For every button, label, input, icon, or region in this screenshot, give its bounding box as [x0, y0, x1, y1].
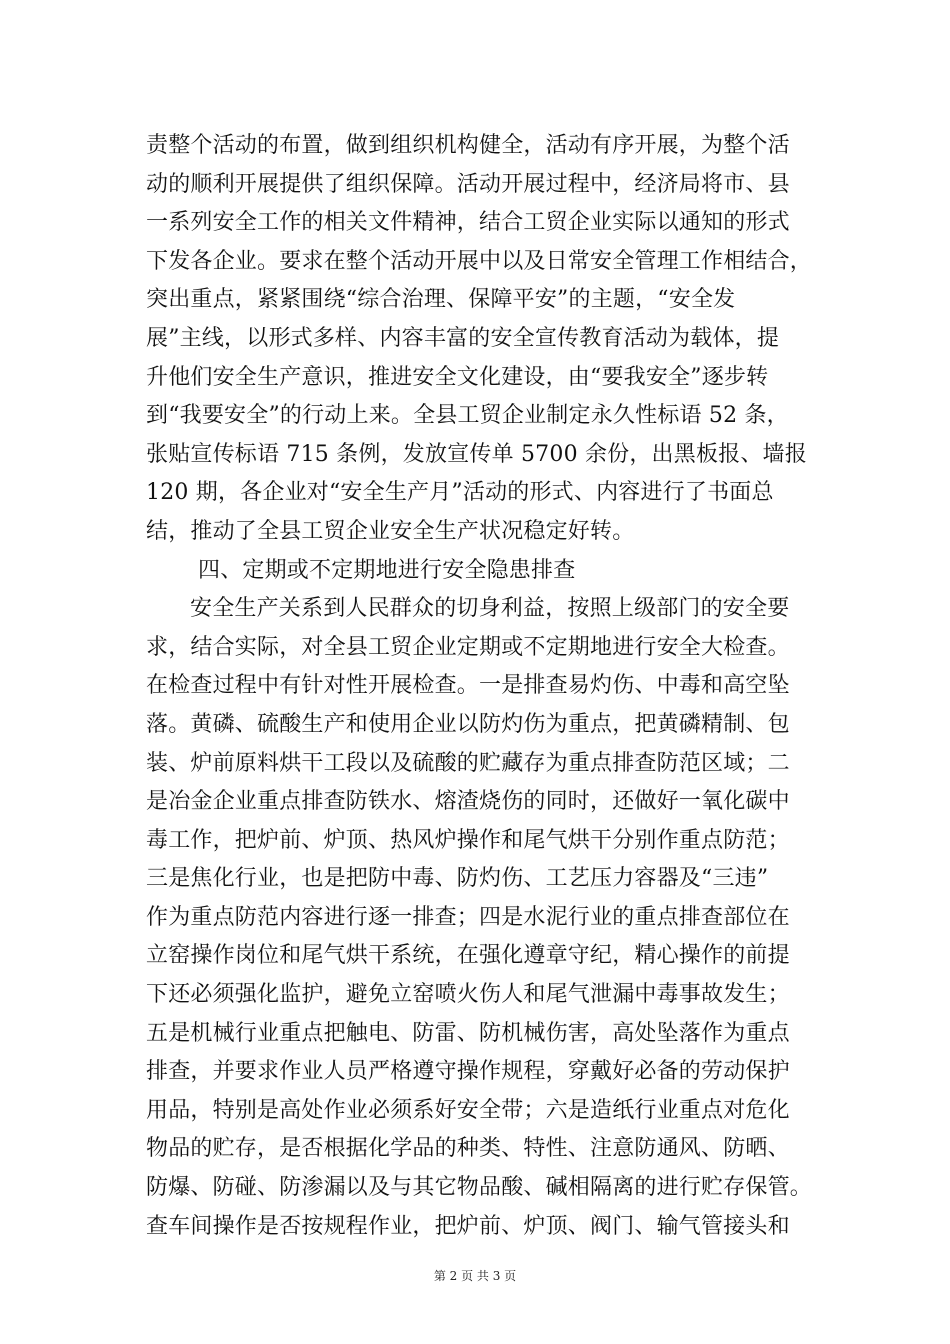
text-line: 突出重点，紧紧围绕“综合治理、保障平安”的主题，“安全发 [146, 287, 736, 313]
text-line: 责整个活动的布置，做到组织机构健全，活动有序开展，为整个活 [146, 133, 790, 158]
text-line: 装、炉前原料烘干工段以及硫酸的贮藏存为重点排查防范区域；二 [146, 750, 790, 776]
text-line: 求，结合实际，对全县工贸企业定期或不定期地进行安全大检查。 [146, 634, 790, 660]
text-line: 毒工作，把炉前、炉顶、热风炉操作和尾气烘干分别作重点防范； [146, 827, 790, 853]
text-line: 张贴宣传标语 715 条例，发放宣传单 5700 余份，出黑板报、墙报 [146, 441, 807, 467]
text-line: 下还必须强化监护，避免立窑喷火伤人和尾气泄漏中毒事故发生； [146, 982, 790, 1008]
text-line: 立窑操作岗位和尾气烘干系统，在强化遵章守纪，精心操作的前提 [146, 943, 790, 969]
text-line: 升他们安全生产意识，推进安全文化建设，由“要我安全”逐步转 [146, 364, 769, 390]
text-line: 查车间操作是否按规程作业，把炉前、炉顶、阀门、输气管接头和 [146, 1213, 790, 1239]
text-line: 是冶金企业重点排查防铁水、熔渣烧伤的同时，还做好一氧化碳中 [146, 789, 790, 815]
section-heading: 四、定期或不定期地进行安全隐患排查 [198, 557, 576, 583]
text-line: 排查，并要求作业人员严格遵守操作规程，穿戴好必备的劳动保护 [146, 1059, 790, 1085]
text-line: 三是焦化行业，也是把防中毒、防灼伤、工艺压力容器及“三违” [146, 866, 769, 892]
text-line: 一系列安全工作的相关文件精神，结合工贸企业实际以通知的形式 [146, 210, 790, 236]
text-line: 结，推动了全县工贸企业安全生产状况稳定好转。 [146, 518, 635, 544]
paragraph-first-line: 安全生产关系到人民群众的切身利益，按照上级部门的安全要 [190, 596, 790, 622]
text-line: 作为重点防范内容进行逐一排查；四是水泥行业的重点排查部位在 [146, 904, 790, 930]
text-line: 下发各企业。要求在整个活动开展中以及日常安全管理工作相结合， [146, 248, 813, 274]
body-text [146, 127, 816, 1246]
text-line: 用品，特别是高处作业必须系好安全带；六是造纸行业重点对危化 [146, 1097, 790, 1123]
text-line: 五是机械行业重点把触电、防雷、防机械伤害，高处坠落作为重点 [146, 1020, 790, 1046]
text-line: 落。黄磷、硫酸生产和使用企业以防灼伤为重点，把黄磷精制、包 [146, 711, 790, 737]
text-line: 物品的贮存，是否根据化学品的种类、特性、注意防通风、防晒、 [146, 1136, 790, 1162]
text-line: 展”主线，以形式多样、内容丰富的安全宣传教育活动为载体，提 [146, 325, 780, 351]
text-line: 动的顺利开展提供了组织保障。活动开展过程中，经济局将市、县 [146, 171, 790, 197]
text-line: 防爆、防碰、防渗漏以及与其它物品酸、碱相隔离的进行贮存保管。 [146, 1175, 813, 1201]
text-line: 120 期，各企业对“安全生产月”活动的形式、内容进行了书面总 [146, 480, 774, 506]
page-footer [0, 1267, 950, 1284]
text-line: 在检查过程中有针对性开展检查。一是排查易灼伤、中毒和高空坠 [146, 673, 790, 699]
page-number: 第 2 页 共 3 页 [433, 1269, 517, 1283]
text-line: 到“我要安全”的行动上来。全县工贸企业制定永久性标语 52 条， [146, 403, 789, 429]
